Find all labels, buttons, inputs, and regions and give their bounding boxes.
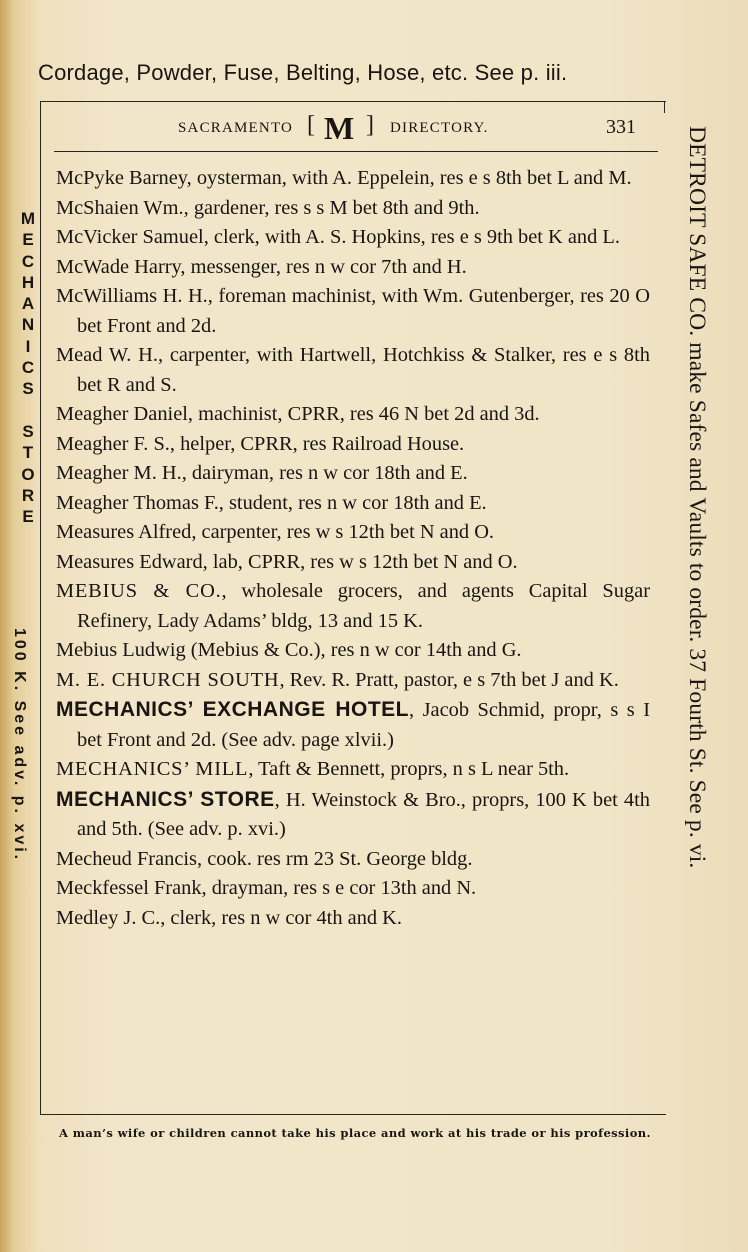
- entry-name: Mead W. H.: [56, 344, 158, 366]
- margin-letter: E: [22, 507, 34, 527]
- entry-text: , dairyman, res n w cor 18th and E.: [181, 462, 468, 484]
- margin-letter: E: [22, 230, 34, 250]
- margin-letter: O: [21, 464, 35, 484]
- entry-name: Meagher Thomas F.: [56, 491, 219, 514]
- entry-name: Measures Edward: [56, 550, 203, 573]
- entry-text: , cook. res rm 23 St. George bldg.: [197, 847, 473, 870]
- directory-entry: [56, 695, 650, 755]
- directory-entry: [56, 194, 650, 224]
- directory-entry: [56, 341, 650, 400]
- directory-entry: [56, 489, 650, 519]
- entry-text: , student, res n w cor 18th and E.: [218, 491, 487, 514]
- entry-name: MECHANICS’ STORE: [56, 787, 275, 811]
- directory-entry: [56, 282, 650, 341]
- frame-rule-right: [664, 101, 665, 113]
- directory-entry: [56, 164, 650, 194]
- top-advertisement: Cordage, Powder, Fuse, Belting, Hose, etc. See p. iii.: [38, 60, 568, 85]
- directory-entry: [56, 400, 650, 430]
- entry-text: , lab, CPRR, res w s 12th bet N and O.: [202, 550, 518, 573]
- entry-name: Meagher Daniel: [56, 403, 188, 425]
- entry-name: McVicker Samuel: [56, 226, 204, 248]
- directory-entry: [56, 904, 650, 934]
- running-head-bracket-close: ]: [366, 112, 374, 138]
- directory-entry: [56, 223, 650, 253]
- entry-text: , clerk, with A. S. Hopkins, res e s 9th bet K and L.: [203, 226, 620, 248]
- footer-motto: A man’s wife or children cannot take his place and work at his trade or his profession.: [59, 1126, 651, 1140]
- entry-text: , drayman, res s e cor 13th and N.: [201, 877, 477, 899]
- running-head-letter: M: [324, 110, 355, 146]
- entry-name: MECHANICS’ EXCHANGE HOTEL: [56, 698, 409, 721]
- entry-name: McWade Harry: [56, 255, 181, 278]
- directory-entry: [56, 459, 650, 489]
- entry-text: , Rev. R. Pratt, pastor, e s 7th bet J and K.: [279, 668, 619, 691]
- running-head: [54, 112, 658, 146]
- directory-entry: [56, 636, 650, 666]
- directory-entry: [56, 518, 650, 548]
- entry-text: , foreman machinist, with Wm. Gutenberger, res 20 O bet Front and 2d.: [77, 285, 650, 337]
- entry-text: (Mebius & Co.), res n w cor 14th and G.: [185, 639, 522, 661]
- entry-name: McShaien Wm.: [56, 196, 184, 219]
- margin-letter: M: [20, 209, 36, 228]
- margin-letter: N: [21, 315, 35, 335]
- directory-entries: [56, 164, 650, 933]
- entry-name: MECHANICS’ MILL: [56, 758, 249, 780]
- entry-text: , H. Weinstock & Bro., proprs, 100 K bet 4th and 5th. (See adv. p. xvi.): [77, 788, 650, 840]
- entry-text: , Taft & Bennett, proprs, n s L near 5th.: [248, 758, 570, 780]
- directory-entry: [56, 430, 650, 460]
- left-margin-rotated-text: 100 K. See adv. p. xvi.: [11, 628, 28, 863]
- entry-text: , messenger, res n w cor 7th and H.: [180, 255, 467, 278]
- page-number: 331: [606, 116, 636, 138]
- margin-letter: T: [22, 443, 34, 463]
- directory-entry: [56, 785, 650, 845]
- entry-name: M. E. CHURCH SOUTH: [56, 668, 280, 691]
- margin-letter: A: [21, 294, 35, 314]
- entry-text: , wholesale grocers, and agents Capital Sugar Refinery, Lady Adams’ bldg, 13 and 15 K.: [77, 580, 650, 632]
- directory-entry: [56, 253, 650, 283]
- directory-entry: [56, 548, 650, 578]
- entry-name: Mebius Ludwig: [56, 639, 186, 661]
- entry-name: McPyke Barney: [56, 167, 187, 189]
- entry-text: , machinist, CPRR, res 46 N bet 2d and 3d.: [187, 403, 540, 425]
- entry-name: Medley J. C.: [56, 906, 161, 929]
- running-head-city: SACRAMENTO: [178, 120, 294, 136]
- directory-entry: [56, 845, 650, 875]
- margin-letter: R: [21, 485, 35, 505]
- directory-entry: [56, 577, 650, 636]
- entry-name: MEBIUS & CO.: [56, 580, 222, 602]
- margin-letter: S: [22, 379, 34, 399]
- right-margin-advertisement: [676, 126, 712, 1106]
- entry-text: , oysterman, with A. Eppelein, res e s 8th bet L and M.: [186, 167, 632, 189]
- header-rule: [54, 151, 658, 152]
- entry-name: Mecheud Francis: [56, 847, 197, 870]
- directory-entry: [56, 755, 650, 785]
- entry-text: , clerk, res n w cor 4th and K.: [160, 906, 402, 929]
- entry-text: , helper, CPRR, res Railroad House.: [169, 432, 465, 455]
- entry-text: , carpenter, res w s 12th bet N and O.: [191, 521, 495, 543]
- frame-rule-bottom: [40, 1114, 666, 1115]
- entry-name: Meagher M. H.: [56, 462, 182, 484]
- margin-letter: H: [21, 272, 35, 292]
- entry-name: Meckfessel Frank: [56, 877, 202, 899]
- entry-text: , Jacob Schmid, propr, s s I bet Front and 2d. (See adv. page xlvii.): [77, 699, 651, 751]
- entry-name: McWilliams H. H.: [56, 285, 208, 307]
- margin-letter: C: [21, 358, 35, 378]
- margin-letter: I: [25, 336, 31, 356]
- entry-name: Meagher F. S.: [56, 432, 170, 455]
- entry-name: Measures Alfred: [56, 521, 192, 543]
- margin-letter: S: [22, 421, 34, 441]
- frame-rule-top: [40, 101, 666, 102]
- running-head-bracket-open: [: [307, 112, 315, 138]
- left-margin-advertisement: [10, 208, 46, 1028]
- directory-entry: [56, 666, 650, 696]
- entry-text: , gardener, res s s M bet 8th and 9th.: [183, 196, 480, 219]
- right-margin-rotated-text: DETROIT SAFE CO. make Safes and Vaults to order. 37 Fourth St. See p. vi.: [684, 126, 710, 869]
- directory-entry: [56, 874, 650, 904]
- entry-text: , carpenter, with Hartwell, Hotchkiss & Stalker, res e s 8th bet R and S.: [77, 344, 650, 396]
- left-margin-stacked-letters: [10, 208, 46, 527]
- margin-letter: [10, 400, 46, 421]
- running-head-directory: DIRECTORY.: [390, 120, 489, 136]
- margin-letter: C: [21, 251, 35, 271]
